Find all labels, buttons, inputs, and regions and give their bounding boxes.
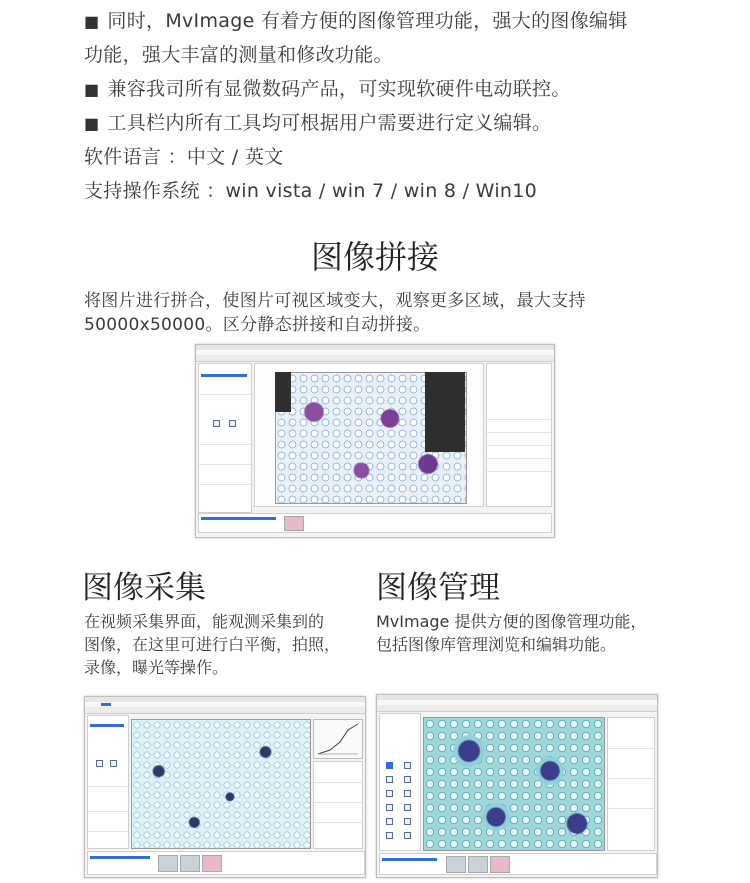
record-icon <box>110 760 117 767</box>
angle-tool-icon <box>386 790 393 797</box>
camera-settings-panel <box>313 761 363 849</box>
thumbnail <box>468 856 488 873</box>
histogram-panel <box>313 719 363 759</box>
bullet-square-icon: ■ <box>84 114 100 133</box>
circle-tool-icon <box>404 776 411 783</box>
thumbnail <box>284 516 304 531</box>
thumbnail <box>158 855 178 872</box>
count-tool-icon <box>386 832 393 839</box>
empty-region <box>275 372 291 412</box>
capture-control-panel <box>87 715 129 849</box>
stitch-app-screenshot <box>195 344 555 538</box>
image-info-panel <box>607 717 655 851</box>
opened-image <box>423 717 605 851</box>
stitch-desc-line-1: 将图片进行拼合，使图片可视区域变大，观察更多区域，最大支持 <box>84 291 586 311</box>
thumbnail <box>180 855 200 872</box>
curve-tool-icon <box>404 818 411 825</box>
manage-app-screenshot <box>376 694 658 878</box>
polygon-tool-icon <box>404 790 411 797</box>
stitch-desc-line-2: 50000x50000。区分静态拼接和自动拼接。 <box>84 315 431 335</box>
bullet-3-text: 工具栏内所有工具均可根据用户需要进行定义编辑。 <box>107 112 552 134</box>
stitch-heading: 图像拼接 <box>310 238 439 276</box>
bullet-square-icon: ■ <box>84 80 100 99</box>
text-tool-icon <box>404 804 411 811</box>
spec-language: 软件语言 ：中文 / 英文 <box>84 146 284 168</box>
bullet-1-text: 同时，MvImage 有着方便的图像管理功能，强大的图像编辑 <box>107 10 628 32</box>
histogram-curve-icon <box>314 720 362 758</box>
image-library-strip <box>379 853 657 875</box>
selected-list-item <box>201 374 247 377</box>
point-tool-icon <box>386 818 393 825</box>
arc-tool-icon <box>386 804 393 811</box>
bullet-2-text: 兼容我司所有显微数码产品，可实现软硬件电动联控。 <box>107 78 571 100</box>
canvas-area <box>254 363 484 507</box>
app-left-panel <box>198 363 252 513</box>
bullet-square-icon: ■ <box>84 12 100 31</box>
select-tool-icon <box>386 762 393 769</box>
thumbnail <box>446 856 466 873</box>
bullet-3 <box>84 108 551 135</box>
capture-desc-line-2: 图像，在这里可进行白平衡，拍照， <box>84 635 341 654</box>
properties-panel <box>486 363 552 507</box>
thumbnail <box>490 856 510 873</box>
scale-tool-icon <box>404 832 411 839</box>
app-toolbar <box>85 707 365 714</box>
app-toolbar <box>377 705 657 712</box>
record-icon <box>229 420 236 427</box>
app-toolbar <box>196 355 554 362</box>
capture-heading: 图像采集 <box>82 570 206 606</box>
bullet-1-line-1 <box>84 6 628 33</box>
capture-desc-line-1: 在视频采集界面，能观测采集到的 <box>84 612 325 631</box>
manage-description <box>376 610 676 656</box>
thumbnail-strip <box>198 513 552 533</box>
bullet-2 <box>84 74 571 101</box>
camera-icon <box>96 760 103 767</box>
manage-desc-line-2: 包括图像库管理浏览和编辑功能。 <box>376 635 617 654</box>
rect-tool-icon <box>386 776 393 783</box>
line-tool-icon <box>404 762 411 769</box>
manage-desc-line-1: MvImage 提供方便的图像管理功能， <box>376 612 647 631</box>
bullet-1-line-2: 功能，强大丰富的测量和修改功能。 <box>84 44 393 66</box>
active-menu-tab <box>101 703 111 706</box>
capture-desc-line-3: 录像，曝光等操作。 <box>84 658 229 677</box>
spec-os: 支持操作系统 ：win vista / win 7 / win 8 / Win10 <box>84 180 538 202</box>
camera-icon <box>213 420 220 427</box>
capture-app-screenshot <box>84 696 366 878</box>
thumbnail <box>202 855 222 872</box>
live-preview-image <box>131 719 311 849</box>
tool-palette <box>379 713 421 851</box>
manage-heading: 图像管理 <box>376 570 500 606</box>
thumbnail-strip <box>87 851 365 875</box>
empty-region <box>425 372 465 452</box>
capture-description <box>84 610 374 679</box>
